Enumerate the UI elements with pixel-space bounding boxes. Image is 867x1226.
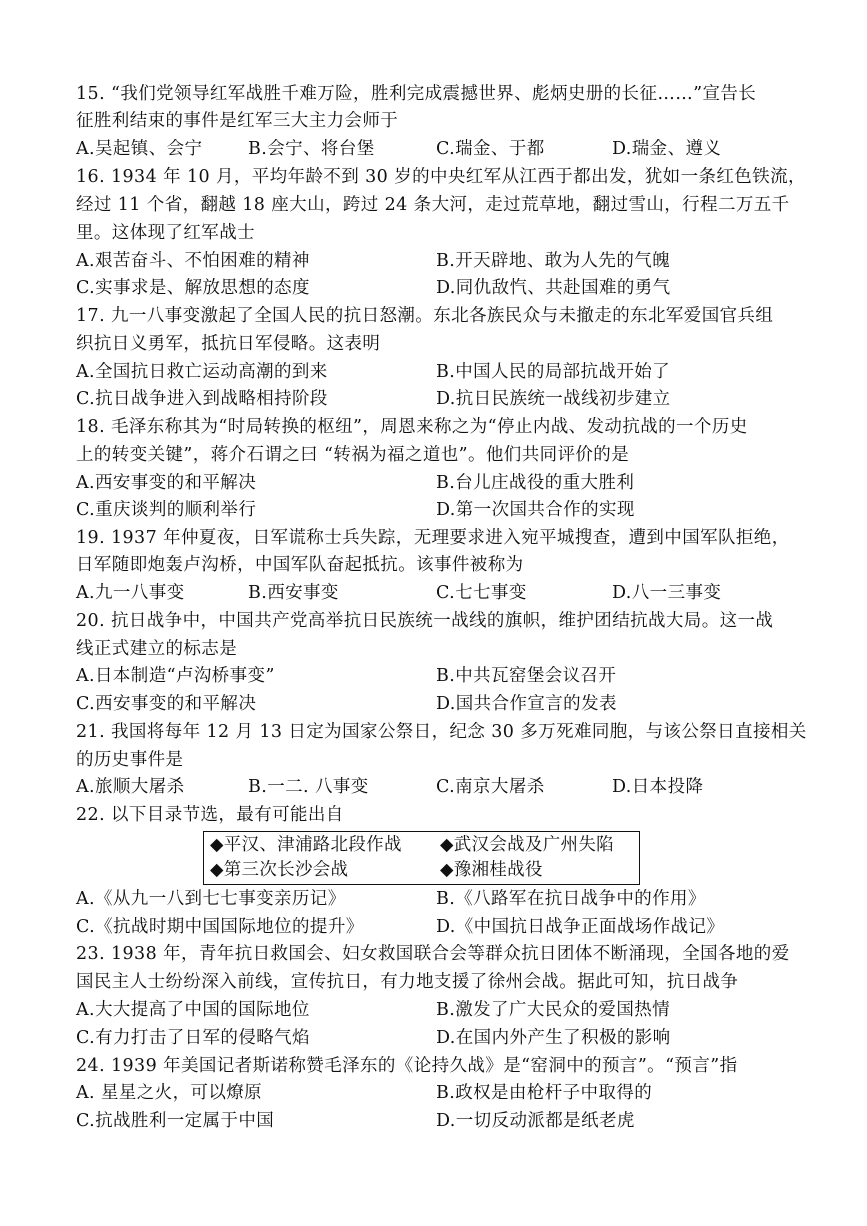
q24-option-d: D.一切反动派都是纸老虎 [436,1111,635,1131]
q20-stem-line-2: 线正式建立的标志是 [76,639,238,659]
q21-option-a: A.旅顺大屠杀 [76,777,185,797]
q19-option-d: D.八一三事变 [612,583,722,603]
q20-option-a: A.日本制造“卢沟桥事变” [76,666,275,686]
q19-stem-line-1: 19. 1937 年仲夏夜，日军谎称士兵失踪，无理要求进入宛平城搜查，遭到中国军队拒绝， [76,528,790,548]
q16-option-c: C.实事求是、解放思想的态度 [76,278,310,298]
q22-catalog-box [203,831,640,885]
q16-stem-line-1: 16. 1934 年 10 月，平均年龄不到 30 岁的中央红军从江西于都出发，犹如一条红色铁流， [76,167,806,187]
q16-stem-line-3: 里。这体现了红军战士 [76,223,255,243]
catalog-item-1: ◆平汉、津浦路北段作战 [210,835,402,855]
q18-option-c: C.重庆谈判的顺利举行 [76,500,257,520]
q18-option-a: A.西安事变的和平解决 [76,473,257,493]
q15-option-c: C.瑞金、于都 [436,139,545,159]
catalog-item-4: ◆豫湘桂战役 [440,860,543,880]
q24-stem-line-1: 24. 1939 年美国记者斯诺称赞毛泽东的《论持久战》是“窑洞中的预言”。“预言”指 [76,1056,738,1076]
q22-stem-line-1: 22. 以下目录节选，最有可能出自 [76,805,344,825]
q18-option-b: B.台儿庄战役的重大胜利 [436,473,635,493]
q23-stem-line-2: 国民主人士纷纷深入前线，宣传抗日，有力地支援了徐州会战。据此可知，抗日战争 [76,972,739,992]
q19-option-b: B.西安事变 [248,583,339,603]
q16-option-d: D.同仇敌忾、共赴国难的勇气 [436,278,671,298]
q23-stem-line-1: 23. 1938 年，青年抗日救国会、妇女救国联合会等群众抗日团体不断涌现，全国各地的爱 [76,944,790,964]
q15-stem-line-2: 征胜利结束的事件是红军三大主力会师于 [76,111,399,131]
q15-option-d: D.瑞金、遵义 [612,139,722,159]
catalog-item-3: ◆第三次长沙会战 [210,860,349,880]
q18-stem-line-2: 上的转变关键”，蒋介石谓之曰 “转祸为福之道也”。他们共同评价的是 [76,445,630,465]
q21-option-d: D.日本投降 [612,777,704,797]
q17-option-c: C.抗日战争进入到战略相持阶段 [76,389,328,409]
q21-stem-line-2: 的历史事件是 [76,750,184,770]
q24-option-b: B.政权是由枪杆子中取得的 [436,1083,653,1103]
q15-stem-line-1: 15. “我们党领导红军战胜千难万险，胜利完成震撼世界、彪炳史册的长征……”宣告长 [76,84,757,104]
q17-option-a: A.全国抗日救亡运动高潮的到来 [76,362,328,382]
q19-option-a: A.九一八事变 [76,583,185,603]
q20-option-b: B.中共瓦窑堡会议召开 [436,666,617,686]
q17-stem-line-2: 织抗日义勇军，抵抗日军侵略。这表明 [76,334,381,354]
q16-stem-line-2: 经过 11 个省，翻越 18 座大山，跨过 24 条大河，走过荒草地，翻过雪山，行程二万五千 [76,195,790,215]
q18-stem-line-1: 18. 毛泽东称其为“时局转换的枢纽”，周恩来称之为“停止内战、发动抗战的一个历史 [76,417,748,437]
q23-option-d: D.在国内外产生了积极的影响 [436,1028,671,1048]
q17-option-b: B.中国人民的局部抗战开始了 [436,362,671,382]
catalog-item-2: ◆武汉会战及广州失陷 [440,835,614,855]
q15-option-b: B.会宁、将台堡 [248,139,375,159]
q15-option-a: A.吴起镇、会宁 [76,139,203,159]
q24-option-c: C.抗战胜利一定属于中国 [76,1111,275,1131]
q16-option-a: A.艰苦奋斗、不怕困难的精神 [76,251,310,271]
q22-option-d: D.《中国抗日战争正面战场作战记》 [436,917,725,937]
q19-stem-line-2: 日军随即炮轰卢沟桥，中国军队奋起抵抗。该事件被称为 [76,555,524,575]
q21-option-c: C.南京大屠杀 [436,777,545,797]
q21-stem-line-1: 21. 我国将每年 12 月 13 日定为国家公祭日，纪念 30 多万死难同胞，与该公祭日直接相关 [76,722,807,742]
q23-option-b: B.激发了广大民众的爱国热情 [436,1000,671,1020]
q22-option-c: C.《抗战时期中国国际地位的提升》 [76,917,364,937]
q22-option-a: A.《从九一八到七七事变亲历记》 [76,889,346,909]
q19-option-c: C.七七事变 [436,583,527,603]
q16-option-b: B.开天辟地、敢为人先的气魄 [436,251,671,271]
q24-option-a: A. 星星之火，可以燎原 [76,1083,263,1103]
q17-stem-line-1: 17. 九一八事变激起了全国人民的抗日怒潮。东北各族民众与未撤走的东北军爱国官兵组 [76,306,774,326]
q20-stem-line-1: 20. 抗日战争中，中国共产党高举抗日民族统一战线的旗帜，维护团结抗战大局。这一战 [76,611,774,631]
q20-option-c: C.西安事变的和平解决 [76,694,257,714]
q20-option-d: D.国共合作宣言的发表 [436,694,617,714]
q23-option-a: A.大大提高了中国的国际地位 [76,1000,310,1020]
q21-option-b: B.一二. 八事变 [248,777,369,797]
q17-option-d: D.抗日民族统一战线初步建立 [436,389,671,409]
q22-option-b: B.《八路军在抗日战争中的作用》 [436,889,706,909]
q18-option-d: D.第一次国共合作的实现 [436,500,635,520]
q23-option-c: C.有力打击了日军的侵略气焰 [76,1028,310,1048]
